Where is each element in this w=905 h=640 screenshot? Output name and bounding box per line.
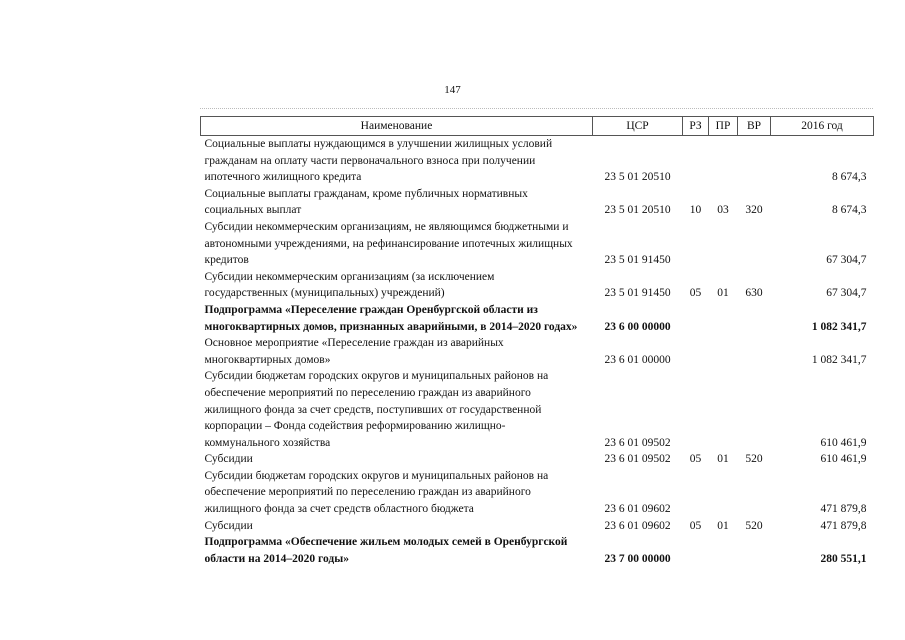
- header-csr: ЦСР: [593, 117, 683, 136]
- row-pr: [709, 368, 738, 451]
- row-amount: 471 879,8: [820, 503, 867, 516]
- row-rz: [683, 335, 709, 368]
- row-name: Субсидии: [204, 453, 253, 466]
- table-row: [201, 518, 874, 535]
- row-amount: 610 461,9: [820, 436, 867, 449]
- row-pr: [709, 335, 738, 368]
- row-vr: 520: [745, 519, 763, 532]
- row-name: Субсидии некоммерческим организациям, не являющимся бюджетными и автономными учреждениями, на рефинансирование ипотечных жилищных кредитов: [204, 220, 573, 267]
- row-vr: [738, 302, 771, 335]
- row-name: Субсидии бюджетам городских округов и муниципальных районов на обеспечение мероприятий по переселению граждан из аварийного жилищного фонда за счет средств областного бюджета: [204, 469, 549, 516]
- table-row: [201, 219, 874, 269]
- table-row: [201, 136, 874, 186]
- row-rz: 05: [689, 519, 702, 532]
- table-row: [201, 302, 874, 335]
- row-amount: 67 304,7: [826, 254, 867, 267]
- row-vr: [738, 368, 771, 451]
- row-csr: 23 6 01 09602: [604, 519, 671, 532]
- row-name: Субсидии: [204, 519, 253, 532]
- row-pr: [709, 534, 738, 567]
- row-rz: [683, 468, 709, 518]
- row-pr: 01: [717, 519, 729, 532]
- row-rz: [683, 136, 709, 186]
- row-amount: 1 082 341,7: [811, 353, 867, 366]
- row-pr: [709, 468, 738, 518]
- row-name: Субсидии бюджетам городских округов и муниципальных районов на обеспечение мероприятий по переселению граждан из аварийного жилищного фонда за счет средств, поступивших от государственной корпорации – Фонда содействия реформированию жилищно-коммунального хозяйства: [204, 370, 549, 449]
- table-row: [201, 186, 874, 219]
- row-name: Социальные выплаты нуждающимся в улучшении жилищных условий гражданам на оплату части первоначального взноса при получении ипотечного жилищного кредита: [204, 138, 553, 184]
- row-rz: 10: [689, 204, 702, 217]
- row-pr: [709, 219, 738, 269]
- row-csr: 23 5 01 91450: [604, 287, 671, 300]
- row-rz: [683, 219, 709, 269]
- row-name: Социальные выплаты гражданам, кроме публичных нормативных социальных выплат: [204, 187, 528, 217]
- row-name: Подпрограмма «Переселение граждан Оренбургской области из многоквартирных домов, признанных аварийными, в 2014–2020 годах»: [204, 303, 578, 333]
- header-rz: РЗ: [683, 117, 709, 136]
- row-csr: 23 6 01 09502: [604, 453, 671, 466]
- table-row: [201, 269, 874, 302]
- table-body: [201, 136, 874, 568]
- row-amount: 8 674,3: [832, 171, 867, 184]
- header-name: Наименование: [201, 117, 593, 136]
- row-vr: [738, 468, 771, 518]
- row-name: Основное мероприятие «Переселение граждан из аварийных многоквартирных домов»: [204, 337, 504, 366]
- row-vr: 320: [745, 204, 763, 217]
- row-rz: [683, 302, 709, 335]
- table-header: [201, 117, 874, 136]
- scan-artifact-line: [200, 108, 873, 111]
- row-csr: 23 5 01 20510: [604, 204, 671, 217]
- row-name: Субсидии некоммерческим организациям (за исключением государственных (муниципальных) учреждений): [204, 270, 495, 300]
- row-amount: 67 304,7: [826, 287, 867, 300]
- row-csr: 23 6 01 09602: [604, 503, 671, 516]
- row-amount: 1 082 341,7: [811, 320, 867, 333]
- row-csr: 23 5 01 20510: [604, 171, 671, 184]
- table-row: [201, 468, 874, 518]
- row-rz: 05: [689, 287, 702, 300]
- table-row: [201, 534, 874, 567]
- row-vr: 630: [745, 287, 763, 300]
- row-pr: 03: [717, 204, 729, 217]
- row-pr: [709, 302, 738, 335]
- row-amount: 8 674,3: [832, 204, 867, 217]
- row-name: Подпрограмма «Обеспечение жильем молодых семей в Оренбургской области на 2014–2020 годы»: [204, 536, 568, 565]
- row-csr: 23 6 01 00000: [604, 353, 671, 366]
- row-amount: 471 879,8: [820, 519, 867, 532]
- row-csr: 23 7 00 00000: [604, 552, 671, 565]
- header-vr: ВР: [738, 117, 771, 136]
- row-rz: [683, 534, 709, 567]
- row-rz: [683, 368, 709, 451]
- page-number: 147: [444, 84, 461, 96]
- row-csr: 23 6 01 09502: [604, 436, 671, 449]
- row-pr: 01: [717, 287, 729, 300]
- table-row: [201, 368, 874, 451]
- table-row: [201, 451, 874, 468]
- row-vr: [738, 219, 771, 269]
- row-vr: [738, 335, 771, 368]
- table-row: [201, 335, 874, 368]
- row-vr: 520: [745, 453, 763, 466]
- row-vr: [738, 136, 771, 186]
- row-csr: 23 6 00 00000: [604, 320, 671, 333]
- row-rz: 05: [689, 453, 702, 466]
- budget-table: [200, 116, 874, 567]
- header-year: 2016 год: [771, 117, 874, 136]
- header-pr: ПР: [709, 117, 738, 136]
- row-pr: 01: [717, 453, 729, 466]
- row-amount: 610 461,9: [820, 453, 867, 466]
- row-csr: 23 5 01 91450: [604, 254, 671, 267]
- row-pr: [709, 136, 738, 186]
- row-amount: 280 551,1: [820, 552, 867, 565]
- row-vr: [738, 534, 771, 567]
